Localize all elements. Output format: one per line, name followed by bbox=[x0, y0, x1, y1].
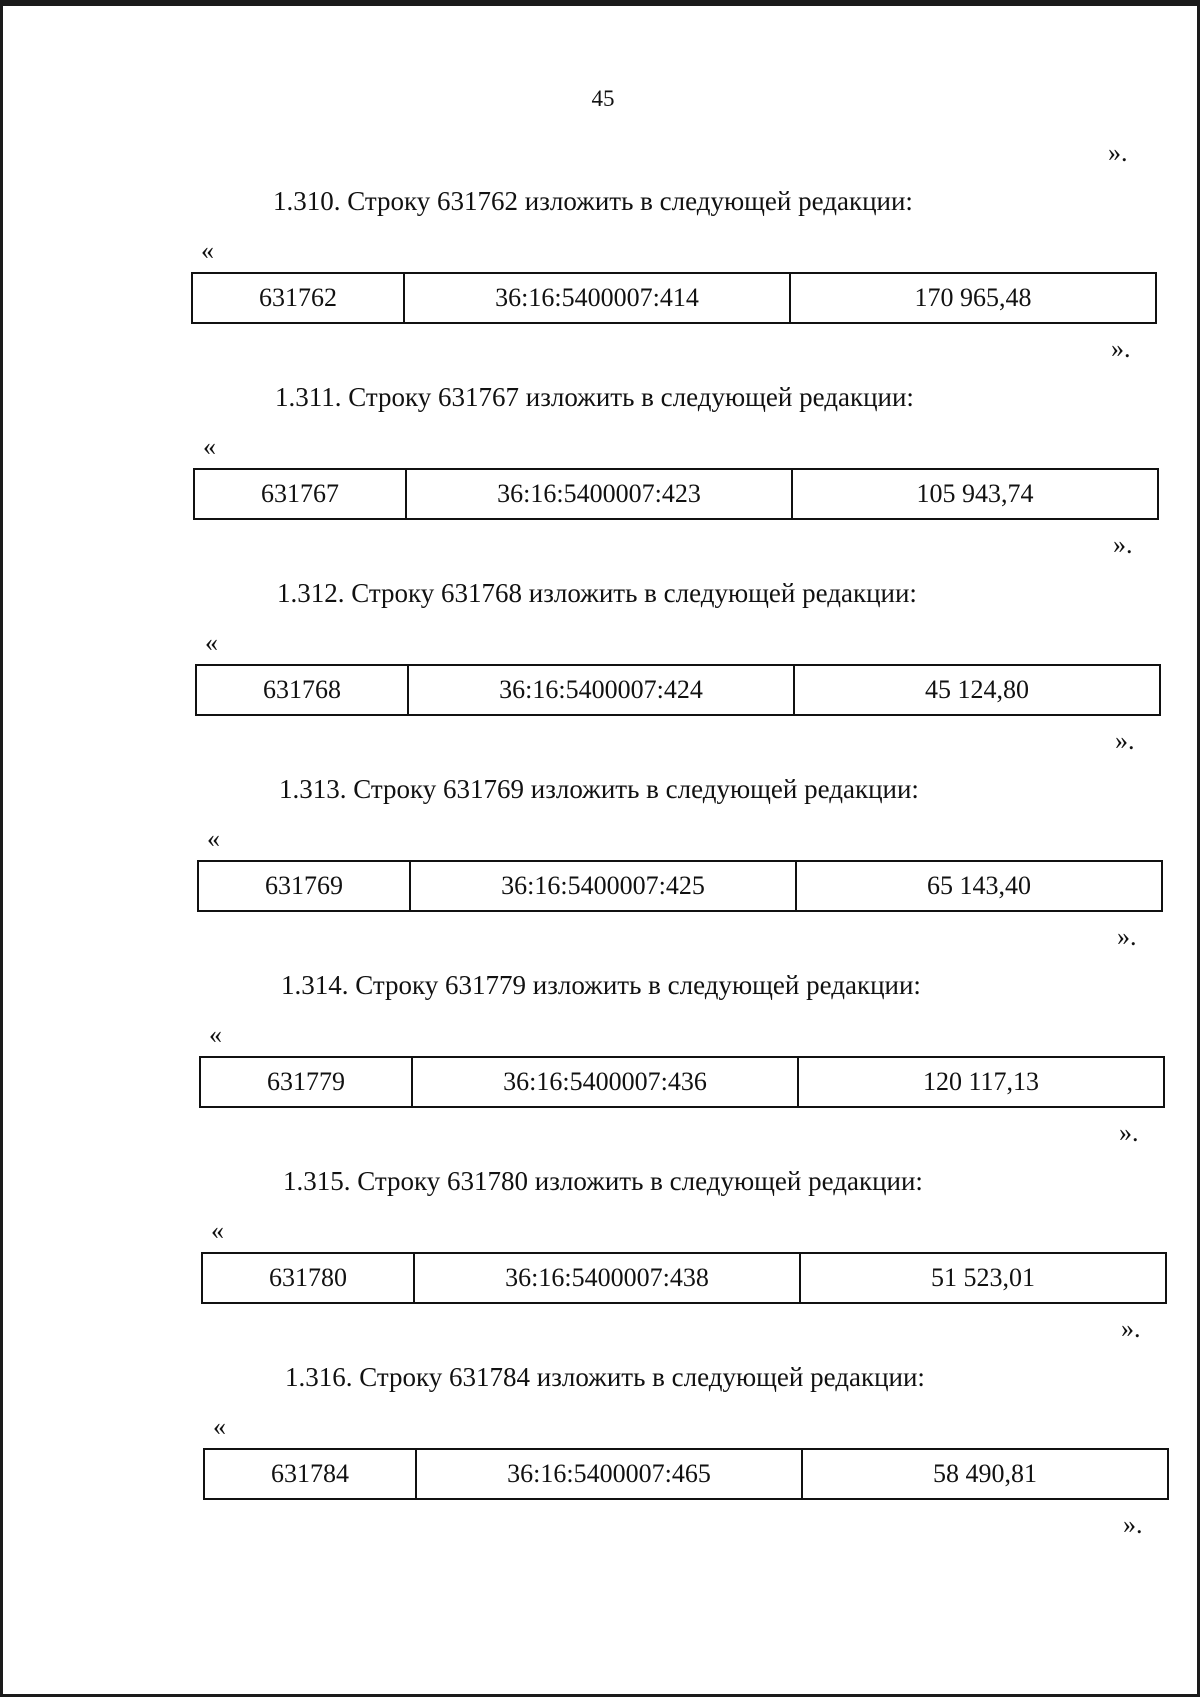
amendment-section bbox=[3, 970, 1200, 1166]
amendment-section bbox=[3, 578, 1200, 774]
section-heading: 1.311. Строку 631767 изложить в следующей редакции: bbox=[275, 382, 914, 412]
value-cell: 170 965,48 bbox=[790, 273, 1156, 323]
amended-row-table bbox=[191, 272, 1157, 324]
amended-row-table bbox=[195, 664, 1161, 716]
cadastral-number-cell: 36:16:5400007:465 bbox=[416, 1449, 802, 1499]
amendment-section bbox=[3, 1166, 1200, 1362]
table-row bbox=[204, 1449, 1168, 1499]
row-number-cell: 631784 bbox=[204, 1449, 416, 1499]
opening-quote: « bbox=[207, 824, 220, 853]
opening-quote: « bbox=[201, 236, 214, 265]
page-number: 45 bbox=[591, 86, 615, 111]
opening-quote: « bbox=[209, 1020, 222, 1049]
opening-quote: « bbox=[203, 432, 216, 461]
cadastral-number-cell: 36:16:5400007:423 bbox=[406, 469, 792, 519]
opening-quote: « bbox=[213, 1412, 226, 1441]
table-row bbox=[196, 665, 1160, 715]
opening-quote: « bbox=[205, 628, 218, 657]
cadastral-number-cell: 36:16:5400007:425 bbox=[410, 861, 796, 911]
closing-quote: ». bbox=[1113, 530, 1133, 559]
row-number-cell: 631780 bbox=[202, 1253, 414, 1303]
value-cell: 65 143,40 bbox=[796, 861, 1162, 911]
section-heading: 1.310. Строку 631762 изложить в следующей редакции: bbox=[273, 186, 913, 216]
amended-row-table bbox=[203, 1448, 1169, 1500]
section-heading: 1.312. Строку 631768 изложить в следующей редакции: bbox=[277, 578, 917, 608]
amended-row-table bbox=[197, 860, 1163, 912]
cadastral-number-cell: 36:16:5400007:424 bbox=[408, 665, 794, 715]
amendment-section bbox=[3, 382, 1200, 578]
closing-quote: ». bbox=[1108, 138, 1128, 167]
cadastral-number-cell: 36:16:5400007:436 bbox=[412, 1057, 798, 1107]
cadastral-number-cell: 36:16:5400007:438 bbox=[414, 1253, 800, 1303]
amended-row-table bbox=[201, 1252, 1167, 1304]
row-number-cell: 631779 bbox=[200, 1057, 412, 1107]
amended-row-table bbox=[193, 468, 1159, 520]
amended-row-table bbox=[199, 1056, 1165, 1108]
section-heading: 1.316. Строку 631784 изложить в следующей редакции: bbox=[285, 1362, 925, 1392]
amendment-section bbox=[3, 774, 1200, 970]
closing-quote: ». bbox=[1117, 922, 1137, 951]
section-heading: 1.313. Строку 631769 изложить в следующей редакции: bbox=[279, 774, 919, 804]
closing-quote: ». bbox=[1115, 726, 1135, 755]
row-number-cell: 631769 bbox=[198, 861, 410, 911]
opening-quote: « bbox=[211, 1216, 224, 1245]
closing-quote: ». bbox=[1111, 334, 1131, 363]
amendment-section bbox=[3, 186, 1200, 382]
closing-quote: ». bbox=[1123, 1510, 1143, 1539]
table-row bbox=[198, 861, 1162, 911]
value-cell: 105 943,74 bbox=[792, 469, 1158, 519]
row-number-cell: 631767 bbox=[194, 469, 406, 519]
table-row bbox=[194, 469, 1158, 519]
cadastral-number-cell: 36:16:5400007:414 bbox=[404, 273, 790, 323]
table-row bbox=[192, 273, 1156, 323]
closing-quote: ». bbox=[1119, 1118, 1139, 1147]
row-number-cell: 631768 bbox=[196, 665, 408, 715]
section-heading: 1.315. Строку 631780 изложить в следующей редакции: bbox=[283, 1166, 923, 1196]
value-cell: 120 117,13 bbox=[798, 1057, 1164, 1107]
value-cell: 45 124,80 bbox=[794, 665, 1160, 715]
value-cell: 58 490,81 bbox=[802, 1449, 1168, 1499]
table-row bbox=[200, 1057, 1164, 1107]
value-cell: 51 523,01 bbox=[800, 1253, 1166, 1303]
section-heading: 1.314. Строку 631779 изложить в следующей редакции: bbox=[281, 970, 921, 1000]
table-row bbox=[202, 1253, 1166, 1303]
row-number-cell: 631762 bbox=[192, 273, 404, 323]
amendment-section bbox=[3, 1362, 1200, 1558]
closing-quote: ». bbox=[1121, 1314, 1141, 1343]
